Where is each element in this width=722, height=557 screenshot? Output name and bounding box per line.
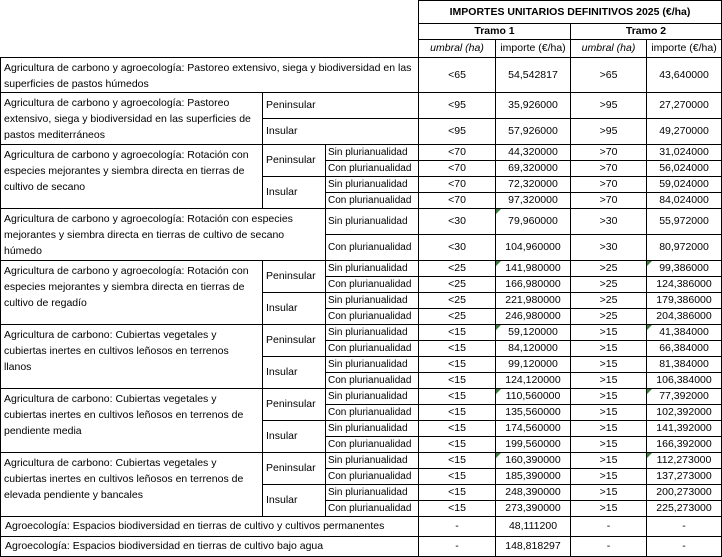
umbral-tramo-1: <15 [419, 421, 496, 437]
umbral-tramo-2: >15 [571, 405, 647, 421]
umbral-tramo-2: >70 [571, 193, 647, 209]
importe-tramo-1: 54,542817 [496, 58, 571, 93]
umbral-tramo-2: >65 [571, 58, 647, 93]
umbral-tramo-2: >15 [571, 421, 647, 437]
group-description: Agricultura de carbono y agroecología: Rotación con especies mejorantes y siembra directa en tierras de cultivo de secano [1, 145, 263, 209]
umbral-tramo-1: <15 [419, 373, 496, 389]
importe-tramo-1: 135,560000 [496, 405, 571, 421]
importe-tramo-2: 77,392000 [647, 389, 722, 405]
umbral-tramo-2: >95 [571, 93, 647, 119]
header-title: IMPORTES UNITARIOS DEFINITIVOS 2025 (€/ha) [419, 1, 722, 24]
umbral-tramo-1: <70 [419, 177, 496, 193]
importe-tramo-1: 59,120000 [496, 325, 571, 341]
importe-tramo-1: 273,390000 [496, 501, 571, 517]
importe-tramo-2: 41,384000 [647, 325, 722, 341]
umbral-tramo-1: <25 [419, 293, 496, 309]
importe-tramo-1: 148,818297 [496, 537, 571, 557]
group-description: Agroecología: Espacios biodiversidad en tierras de cultivo bajo agua [1, 537, 419, 557]
importe-tramo-1: 166,980000 [496, 277, 571, 293]
importe-tramo-2: 27,270000 [647, 93, 722, 119]
umbral-tramo-1: <15 [419, 437, 496, 453]
umbral-tramo-2: >15 [571, 453, 647, 469]
region-label: Peninsular [263, 93, 419, 119]
umbral-tramo-1: <70 [419, 161, 496, 177]
importe-tramo-1: 48,111200 [496, 517, 571, 537]
group-description: Agricultura de carbono y agroecología: Pastoreo extensivo, siega y biodiversidad en las superficies de pastos mediterráneos [1, 93, 263, 145]
table-row [1, 453, 722, 469]
group-description: Agricultura de carbono y agroecología: Rotación con especies mejorantes y siembra directa en tierras de cultivo de secano húmedo [1, 209, 326, 261]
importe-tramo-1: 248,390000 [496, 485, 571, 501]
importe-tramo-1: 110,560000 [496, 389, 571, 405]
umbral-tramo-1: <15 [419, 469, 496, 485]
umbral-tramo-1: <65 [419, 58, 496, 93]
umbral-tramo-1: <95 [419, 119, 496, 145]
umbral-tramo-1: <30 [419, 235, 496, 261]
umbral-tramo-2: >95 [571, 119, 647, 145]
region-label: Insular [263, 119, 419, 145]
umbral-tramo-2: - [571, 517, 647, 537]
umbral-tramo-2: - [571, 537, 647, 557]
umbral-tramo-2: >15 [571, 357, 647, 373]
plurianualidad-label: Con plurianualidad [326, 469, 419, 485]
importe-tramo-2: - [647, 517, 722, 537]
importe-tramo-2: 49,270000 [647, 119, 722, 145]
importe-tramo-2: 141,392000 [647, 421, 722, 437]
plurianualidad-label: Sin plurianualidad [326, 293, 419, 309]
importe-tramo-1: 84,120000 [496, 341, 571, 357]
umbral-tramo-1: <70 [419, 193, 496, 209]
umbral-tramo-1: <25 [419, 309, 496, 325]
importe-tramo-1: 104,960000 [496, 235, 571, 261]
importe-tramo-2: 179,386000 [647, 293, 722, 309]
plurianualidad-label: Sin plurianualidad [326, 485, 419, 501]
header-importe-1: importe (€/ha) [496, 40, 571, 58]
umbral-tramo-2: >15 [571, 469, 647, 485]
umbral-tramo-2: >25 [571, 277, 647, 293]
umbral-tramo-1: <95 [419, 93, 496, 119]
umbral-tramo-1: <25 [419, 277, 496, 293]
importe-tramo-1: 99,120000 [496, 357, 571, 373]
importe-tramo-2: 31,024000 [647, 145, 722, 161]
region-label: Insular [263, 421, 326, 453]
plurianualidad-label: Con plurianualidad [326, 277, 419, 293]
importe-tramo-1: 174,560000 [496, 421, 571, 437]
header-umbral-2: umbral (ha) [571, 40, 647, 58]
umbral-tramo-1: <25 [419, 261, 496, 277]
umbral-tramo-2: >15 [571, 501, 647, 517]
plurianualidad-label: Sin plurianualidad [326, 177, 419, 193]
umbral-tramo-1: <15 [419, 325, 496, 341]
importe-tramo-1: 69,320000 [496, 161, 571, 177]
umbral-tramo-2: >15 [571, 389, 647, 405]
importe-tramo-2: - [647, 537, 722, 557]
plurianualidad-label: Sin plurianualidad [326, 325, 419, 341]
importe-tramo-2: 81,384000 [647, 357, 722, 373]
importe-tramo-2: 204,386000 [647, 309, 722, 325]
plurianualidad-label: Sin plurianualidad [326, 421, 419, 437]
plurianualidad-label: Con plurianualidad [326, 193, 419, 209]
group-description: Agricultura de carbono y agroecología: Pastoreo extensivo, siega y biodiversidad en las superficies de pastos húmedos [1, 58, 419, 93]
umbral-tramo-1: <15 [419, 357, 496, 373]
plurianualidad-label: Sin plurianualidad [326, 209, 419, 235]
importe-tramo-2: 106,384000 [647, 373, 722, 389]
umbral-tramo-2: >15 [571, 437, 647, 453]
region-label: Peninsular [263, 389, 326, 421]
importe-tramo-2: 84,024000 [647, 193, 722, 209]
umbral-tramo-1: <70 [419, 145, 496, 161]
region-label: Insular [263, 357, 326, 389]
umbral-tramo-2: >15 [571, 373, 647, 389]
importe-tramo-2: 55,972000 [647, 209, 722, 235]
umbral-tramo-1: <15 [419, 389, 496, 405]
table-row [1, 517, 722, 537]
importe-tramo-2: 59,024000 [647, 177, 722, 193]
importe-tramo-1: 160,390000 [496, 453, 571, 469]
importe-tramo-1: 44,320000 [496, 145, 571, 161]
region-label: Insular [263, 177, 326, 209]
header-umbral-1: umbral (ha) [419, 40, 496, 58]
plurianualidad-label: Con plurianualidad [326, 235, 419, 261]
umbral-tramo-2: >70 [571, 177, 647, 193]
plurianualidad-label: Con plurianualidad [326, 161, 419, 177]
plurianualidad-label: Con plurianualidad [326, 437, 419, 453]
importe-tramo-1: 185,390000 [496, 469, 571, 485]
region-label: Peninsular [263, 325, 326, 357]
importe-tramo-1: 35,926000 [496, 93, 571, 119]
plurianualidad-label: Con plurianualidad [326, 309, 419, 325]
plurianualidad-label: Sin plurianualidad [326, 145, 419, 161]
region-label: Insular [263, 485, 326, 517]
region-label: Insular [263, 293, 326, 325]
table-row [1, 93, 722, 119]
importe-tramo-1: 57,926000 [496, 119, 571, 145]
umbral-tramo-1: - [419, 537, 496, 557]
header-tramo-1: Tramo 1 [419, 24, 571, 40]
importe-tramo-2: 99,386000 [647, 261, 722, 277]
plurianualidad-label: Sin plurianualidad [326, 357, 419, 373]
importe-tramo-2: 124,386000 [647, 277, 722, 293]
plurianualidad-label: Con plurianualidad [326, 341, 419, 357]
region-label: Peninsular [263, 453, 326, 485]
group-description: Agricultura de carbono y agroecología: Rotación con especies mejorantes y siembra directa en tierras de cultivo de regadío [1, 261, 263, 325]
umbral-tramo-1: - [419, 517, 496, 537]
importe-tramo-2: 137,273000 [647, 469, 722, 485]
region-label: Peninsular [263, 145, 326, 177]
header-importe-2: importe (€/ha) [647, 40, 722, 58]
plurianualidad-label: Sin plurianualidad [326, 389, 419, 405]
umbral-tramo-2: >70 [571, 161, 647, 177]
table-row [1, 209, 722, 235]
umbral-tramo-2: >15 [571, 485, 647, 501]
plurianualidad-label: Sin plurianualidad [326, 453, 419, 469]
plurianualidad-label: Con plurianualidad [326, 373, 419, 389]
umbral-tramo-1: <15 [419, 453, 496, 469]
umbral-tramo-2: >15 [571, 325, 647, 341]
group-description: Agricultura de carbono: Cubiertas vegetales y cubiertas inertes en cultivos leñosos en terrenos de elevada pendiente y bancales [1, 453, 263, 517]
importe-tramo-2: 102,392000 [647, 405, 722, 421]
group-description: Agroecología: Espacios biodiversidad en tierras de cultivo y cultivos permanentes [1, 517, 419, 537]
importe-tramo-2: 43,640000 [647, 58, 722, 93]
importe-tramo-1: 79,960000 [496, 209, 571, 235]
header-blank [1, 1, 419, 58]
umbral-tramo-1: <30 [419, 209, 496, 235]
umbral-tramo-2: >30 [571, 235, 647, 261]
umbral-tramo-2: >25 [571, 293, 647, 309]
importe-tramo-2: 166,392000 [647, 437, 722, 453]
umbral-tramo-2: >30 [571, 209, 647, 235]
table-row [1, 389, 722, 405]
header-tramo-2: Tramo 2 [571, 24, 722, 40]
umbral-tramo-2: >25 [571, 261, 647, 277]
importe-tramo-2: 80,972000 [647, 235, 722, 261]
table-row [1, 261, 722, 277]
umbral-tramo-2: >70 [571, 145, 647, 161]
umbral-tramo-1: <15 [419, 501, 496, 517]
importe-tramo-1: 221,980000 [496, 293, 571, 309]
group-description: Agricultura de carbono: Cubiertas vegetales y cubiertas inertes en cultivos leñosos en terrenos llanos [1, 325, 263, 389]
table-row [1, 58, 722, 93]
importe-tramo-2: 112,273000 [647, 453, 722, 469]
importe-tramo-1: 97,320000 [496, 193, 571, 209]
importe-tramo-1: 246,980000 [496, 309, 571, 325]
table-row [1, 145, 722, 161]
plurianualidad-label: Sin plurianualidad [326, 261, 419, 277]
table-row [1, 325, 722, 341]
umbral-tramo-1: <15 [419, 341, 496, 357]
importe-tramo-2: 225,273000 [647, 501, 722, 517]
importe-tramo-2: 66,384000 [647, 341, 722, 357]
importe-tramo-1: 124,120000 [496, 373, 571, 389]
umbral-tramo-2: >15 [571, 341, 647, 357]
importe-tramo-2: 56,024000 [647, 161, 722, 177]
importe-tramo-1: 72,320000 [496, 177, 571, 193]
umbral-tramo-1: <15 [419, 485, 496, 501]
plurianualidad-label: Con plurianualidad [326, 501, 419, 517]
umbral-tramo-1: <15 [419, 405, 496, 421]
importe-tramo-1: 141,980000 [496, 261, 571, 277]
group-description: Agricultura de carbono: Cubiertas vegetales y cubiertas inertes en cultivos leñosos en terrenos de pendiente media [1, 389, 263, 453]
umbral-tramo-2: >25 [571, 309, 647, 325]
region-label: Peninsular [263, 261, 326, 293]
importe-tramo-2: 200,273000 [647, 485, 722, 501]
plurianualidad-label: Con plurianualidad [326, 405, 419, 421]
importe-tramo-1: 199,560000 [496, 437, 571, 453]
